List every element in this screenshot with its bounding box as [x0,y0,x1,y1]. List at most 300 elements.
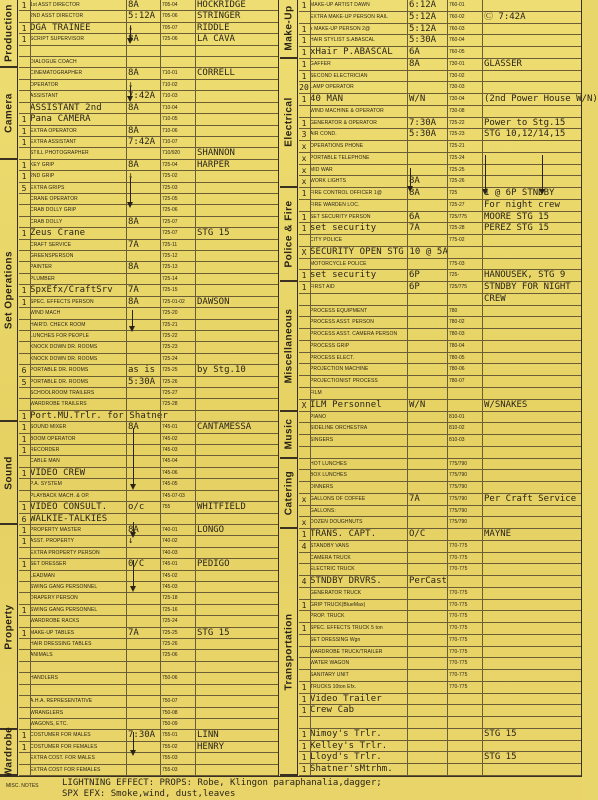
item-title-cell: PROCESS GRIP [310,342,350,349]
table-row [19,240,278,251]
item-title-cell: Lloyd's Trlr. [310,752,382,763]
table-row [299,82,581,94]
table-row [19,217,278,228]
table-row [19,571,278,582]
name-cell: by Stg.10 [197,365,246,376]
time-cell: 8A [128,296,139,307]
account-cell: 745-05 [162,481,178,488]
column-divider [160,0,161,776]
item-title-cell: CRAB DOLLY [30,218,63,225]
table-row [19,285,278,296]
department-transportation [280,529,298,776]
quantity-cell: 1 [301,600,307,610]
quantity-cell: 1 [301,189,307,199]
table-row [299,24,581,36]
item-title-cell: Kelley's Trlr. [310,740,388,751]
account-cell: 725-20 [162,310,178,317]
name-cell: STG 15 [197,627,230,638]
item-title-cell: CAMERA TRUCK [310,554,351,561]
down-arrow-icon [133,428,134,488]
table-row [19,593,278,604]
table-row [299,141,581,153]
item-title-cell: WRANGLERS [30,709,64,716]
table-row [299,270,581,282]
item-title-cell: GALLONS: [310,507,336,514]
name-cell: DAWSON [197,296,230,307]
item-title-cell: BOX LUNCHES [310,472,347,479]
account-cell: 775/790 [449,495,468,502]
misc-notes-line-1: LIGHTNING EFFECT: PROPS: Robe, Klingon paraphanalia,dagger; [62,778,382,788]
item-title-cell: COSTUMER FOR MALES [30,732,91,739]
table-row [19,548,278,559]
item-title-cell: SOUND MIXER [30,424,67,431]
down-arrow-icon [133,522,134,536]
name-cell: LONGO [197,524,225,535]
table-row [19,68,278,79]
right-column [280,0,598,776]
account-cell: 705-04 [162,2,178,8]
account-cell: 725-18 [162,595,178,602]
time-cell: 8A [128,216,139,227]
quantity-cell: 1 [301,682,307,692]
table-row [299,0,581,12]
table-row [299,306,581,318]
department-set-operations [0,160,18,422]
table-row [19,582,278,593]
quantity-cell: 1 [21,1,27,10]
account-cell: 770-775 [449,625,468,632]
table-row [19,662,278,673]
table-row [299,94,598,106]
table-row [19,126,278,137]
item-title-cell: PORTABLE TELEPHONE [310,154,370,161]
table-row [19,46,278,57]
item-title-cell: SWING GANG PERSONNEL [30,584,98,590]
table-row [19,388,278,399]
time-cell: 7:42A [128,136,156,147]
item-title-cell: Nimoy's Trlr. [310,728,382,739]
account-cell: 770-775 [449,636,468,643]
time-cell: ↓ [128,171,134,182]
name-cell: WHITFIELD [197,502,246,513]
department-police-fire [280,188,298,282]
account-cell: 725-28 [162,401,178,408]
column-divider [407,0,408,776]
item-title-cell: SPEC. EFFECTS TRUCK 5 ton [310,625,383,632]
account-cell: 725-06 [162,207,178,214]
down-arrow-icon [130,178,131,206]
name-cell: STG 15 [484,728,517,739]
name-cell: HENRY [197,741,225,752]
item-title-cell: CABLE MAN [30,458,60,465]
name-cell: PEREZ STG 15 [484,223,550,234]
table-row [299,553,581,565]
table-row [19,262,278,273]
time-cell: 5:12A [409,11,437,22]
item-title-cell: FIRE CONTROL OFFICER 1@ [310,190,382,197]
item-title-cell: DRAPERY PERSON [30,595,78,602]
table-row [299,423,581,435]
item-title-cell: EXTRA MAKE-UP PERSON RAIL [310,13,388,20]
item-title-cell: PAINTER [30,264,52,271]
quantity-cell: 20 [299,83,309,93]
account-cell: 725-07 [162,230,178,237]
account-cell: 725-27 [449,201,465,208]
item-title-cell: CINEMATOGRAPHER [30,70,83,77]
item-title-cell: SCHOOLROOM TRAILERS [30,390,95,396]
down-arrow-icon [133,732,134,754]
table-row [299,12,581,24]
quantity-cell: 1 [21,434,27,444]
table-row [299,482,581,494]
table-row [299,59,581,71]
table-row [19,514,278,525]
table-row [299,129,581,141]
misc-notes-line-2: SPX EFX: Smoke,wind, dust,leaves [62,789,236,799]
table-row [299,435,581,447]
item-title-cell: FILM [310,390,322,396]
account-cell: 725-15 [162,287,178,294]
quantity-cell: 1 [301,753,307,763]
account-cell: 725-02 [162,173,178,180]
table-row [299,329,581,341]
table-row [19,456,278,467]
item-title-cell: PROCESS ASST. PERSON [310,319,374,326]
quantity-cell: 1 [21,525,27,535]
table-row [299,670,581,682]
quantity-cell: x [301,518,307,528]
item-title-cell: GALLONS OF COFFEE [310,495,366,502]
column-divider [482,0,483,776]
item-title-cell: ASST. PROPERTY [30,538,75,545]
department-production [0,0,18,68]
item-title-cell: PLAYBACK MACH. & OP. [30,492,90,499]
account-cell: 725-01-02 [162,298,185,305]
item-title-cell: GAFFER [310,60,331,67]
item-title-cell: MAKE-UP TABLES [30,629,75,636]
account-cell: 725-24 [162,618,178,625]
quantity-cell: 4 [301,541,307,551]
account-cell: 780-05 [449,354,465,361]
table-row [19,354,278,365]
table-row [299,247,581,259]
account-cell: 710-03 [162,93,178,100]
account-cell: 725-27 [162,390,178,396]
quantity-cell: 1 [21,411,27,421]
table-row [19,468,278,479]
table-row [299,388,581,400]
time-cell: 7A [128,239,139,250]
time-cell: 8A [128,262,139,273]
quantity-cell: 1 [21,35,27,45]
item-title-cell: P.A. SYSTEM [30,481,62,488]
table-row [19,23,278,34]
item-title-cell: FIRST AID [310,284,335,291]
quantity-cell: 1 [301,694,307,704]
table-row [299,694,581,706]
quantity-cell: 5 [21,377,27,387]
table-row [299,517,581,529]
account-cell: 725-24 [162,355,178,362]
account-cell: 770-775 [449,542,468,549]
table-row [299,47,581,59]
quantity-cell: 1 [301,706,307,716]
name-cell: CORRELL [197,68,235,79]
account-cell: 710-01 [162,70,178,77]
table-row [19,434,278,445]
item-title-cell: EXTRA ASSISTANT [30,138,77,145]
table-row [299,635,581,647]
account-cell: 730-01 [449,60,465,67]
quantity-cell: 1 [21,297,27,307]
table-row [299,764,581,776]
table-row [19,685,278,696]
account-cell: 770-775 [449,554,468,561]
time-cell: 8A [128,524,139,535]
quantity-cell: x [301,142,307,152]
down-arrow-icon [130,26,131,42]
name-cell: CANTAMESSA [197,422,252,433]
item-title-cell: ELECTRIC TRUCK [310,566,355,573]
item-title-cell: CRAFT SERVICE [30,241,72,248]
item-title-cell: VIDEO CONSULT. [30,502,108,513]
quantity-cell: 1 [21,742,27,752]
time-cell: 5:30A [409,129,437,140]
name-cell: STG 10,12/14,15 [484,129,566,140]
quantity-cell: 1 [21,137,27,147]
table-row [299,376,581,388]
account-cell: 770-775 [449,648,468,655]
item-title-cell: PROJECTION MACHINE [310,366,369,373]
time-cell: 8A [409,58,420,69]
name-cell: For night crew [484,199,560,210]
quantity-cell: 6 [21,366,27,376]
account-cell: 810-02 [449,425,465,432]
name-cell: Per Craft Service [484,493,577,504]
item-title-cell: EXTRA OPERATOR [30,127,77,134]
table-row [299,259,581,271]
table-row [299,118,581,130]
item-title-cell: STILL PHOTOGRAPHER [30,150,89,157]
item-title-cell: DIALOGUE COACH [30,59,77,66]
table-row [19,251,278,262]
department-label: Make-Up [283,5,294,51]
department-label: Music [283,418,294,450]
table-row [19,148,278,159]
table-row [299,165,581,177]
time-cell: 8A [128,422,139,433]
name-cell: (2nd Power House W/N) [484,94,598,105]
time-cell: 7:30A [128,730,156,741]
item-title-cell: ANIMALS [30,652,53,659]
quantity-cell: 3 [301,130,307,140]
quantity-cell: 1 [301,283,307,293]
quantity-cell: 1 [301,765,307,775]
column-divider [195,0,196,776]
time-cell: 7A [409,223,420,234]
table-row [299,294,581,306]
account-cell: 745-06 [162,469,178,476]
account-cell: 725-23 [162,344,178,351]
item-title-cell: CRANE OPERATOR [30,196,78,202]
quantity-cell: 1 [301,95,307,105]
time-cell: ↓ [128,22,134,33]
account-cell: 750-08 [162,709,178,716]
table-row [19,103,278,114]
quantity-cell: 5 [21,183,27,193]
name-cell: Power to Stg.15 [484,117,566,128]
department-label: Camera [3,93,14,133]
time-cell: 7:30A [409,117,437,128]
table-row [19,365,278,376]
table-row [19,80,278,91]
table-row [19,673,278,684]
account-cell: 760-02 [449,13,465,20]
item-title-cell: 2ND GRIP [30,173,55,180]
account-cell: 725-22 [162,332,178,339]
account-cell: 745-01 [162,561,178,568]
item-title-cell: PROP. TRUCK [310,613,345,620]
item-title-cell: STANDBY VANS [310,542,349,549]
table-row [19,719,278,730]
table-row [299,752,581,764]
department-label: Transportation [283,613,294,691]
account-cell: 780-06 [449,366,465,373]
name-cell: CREW [484,293,506,304]
quantity-cell: x [301,153,307,163]
account-cell: 710/920 [162,150,181,157]
item-title-cell: LEADMAN [30,572,55,579]
table-row [19,137,278,148]
account-cell: 770-775 [449,613,468,620]
name-cell: HOCKRIDGE [197,0,246,10]
item-title-cell: PROJECTIONIST PROCESS [310,378,378,385]
item-title-cell: KEY GRIP [30,161,55,168]
table-row [299,176,581,188]
item-title-cell: Video Trailer [310,693,382,704]
account-cell: 725-07 [162,218,178,225]
table-row [19,525,278,536]
quantity-cell: 1 [301,224,307,234]
table-row [299,235,581,247]
time-cell: 8A [128,125,139,136]
item-title-cell: WIND MACHINE & OPERATOR [310,107,384,114]
name-cell: LA CAVA [197,34,235,45]
item-title-cell: GREENSPERSON [30,253,74,260]
item-title-cell: STNDBY DRVRS. [310,576,382,587]
table-row [19,616,278,627]
item-title-cell: 40 MAN [310,94,344,105]
table-row [19,34,278,45]
table-row [299,494,581,506]
down-arrow-icon [410,168,411,190]
item-title-cell: WARDROBE TRUCK/TRAILER [310,648,383,655]
item-title-cell: A.H.A. REPRESENTATIVE [30,698,93,705]
quantity-cell: 1 [301,59,307,69]
time-cell: 7:42A [128,91,156,102]
left-column [0,0,279,776]
item-title-cell: SET SECURITY PERSON [310,213,371,220]
table-row [299,364,581,376]
table-row [19,377,278,388]
item-title-cell: PROCESS ASST. CAMERA PERSON [310,331,398,338]
name-cell: MOORE STG 15 [484,211,550,222]
account-cell: 770-775 [449,660,468,667]
account-cell: 770-775 [449,683,468,690]
item-title-cell: SpxEfx/CraftSrv [30,285,113,296]
item-title-cell: HAIR STYLIST S.ABASCAL [310,37,375,44]
item-title-cell: GENERATOR TRUCK [310,589,362,596]
item-title-cell: Port.MU.Trlr. for Shatner [30,410,168,421]
table-row [299,506,581,518]
column-divider [310,0,311,776]
item-title-cell: DGA TRAINEE [30,22,91,33]
name-cell: MAYNE [484,529,512,540]
item-title-cell: DOZEN DOUGHNUTS [310,519,363,526]
account-cell: 740-03 [162,549,178,556]
table-row [19,205,278,216]
account-cell: 725-03 [162,184,178,191]
item-title-cell: FIRE WARDEN LOC. [310,201,360,208]
item-title-cell: SECOND ELECTRICIAN [310,72,368,79]
quantity-cell: 1 [21,229,27,239]
table-row [19,650,278,661]
department-label: Production [3,4,14,63]
table-row [19,411,278,422]
quantity-cell: 1 [301,1,307,10]
table-row [19,57,278,68]
item-title-cell: set security [310,270,377,281]
table-row [19,445,278,456]
quantity-cell: 1 [301,530,307,540]
table-row [19,171,278,182]
column-divider [126,0,127,776]
table-row [19,308,278,319]
quantity-cell: X [301,400,307,410]
item-title-cell: HOT LUNCHES [310,460,347,467]
time-cell: 8A [409,188,420,199]
table-row [299,71,581,83]
account-cell: 745-04 [162,458,178,465]
item-title-cell: MAKE-UP ARTIST DAWN [310,2,370,8]
time-cell: O/C [409,529,426,540]
quantity-cell: 1 [21,172,27,182]
account-cell: 725-06 [162,36,178,43]
table-row [19,183,278,194]
table-row [19,342,278,353]
account-cell: 725- [449,272,460,279]
item-title-cell: WATER WAGON [310,660,350,667]
account-cell: 730-08 [449,107,465,114]
item-title-cell: SIDELINE ORCHESTRA [310,425,368,432]
column-divider [30,0,31,776]
quantity-cell: 1 [21,628,27,638]
time-cell: 8A [128,34,139,45]
item-title-cell: TRUCKS 10ton Efx. [310,683,357,690]
account-cell: 745-03 [162,584,178,590]
department-label: Sound [3,455,14,490]
table-row [299,400,581,412]
item-title-cell: CRAB DOLLY GRIP [30,207,77,214]
item-title-cell: EXTRA PROPERTY PERSON [30,549,100,556]
account-cell: 710-07 [162,138,178,145]
table-row [19,114,278,125]
item-title-cell: Pana CAMERA [30,114,91,125]
quantity-cell: x [301,177,307,187]
table-row [299,470,581,482]
time-cell: 8A [409,176,420,187]
table-row [299,200,581,212]
